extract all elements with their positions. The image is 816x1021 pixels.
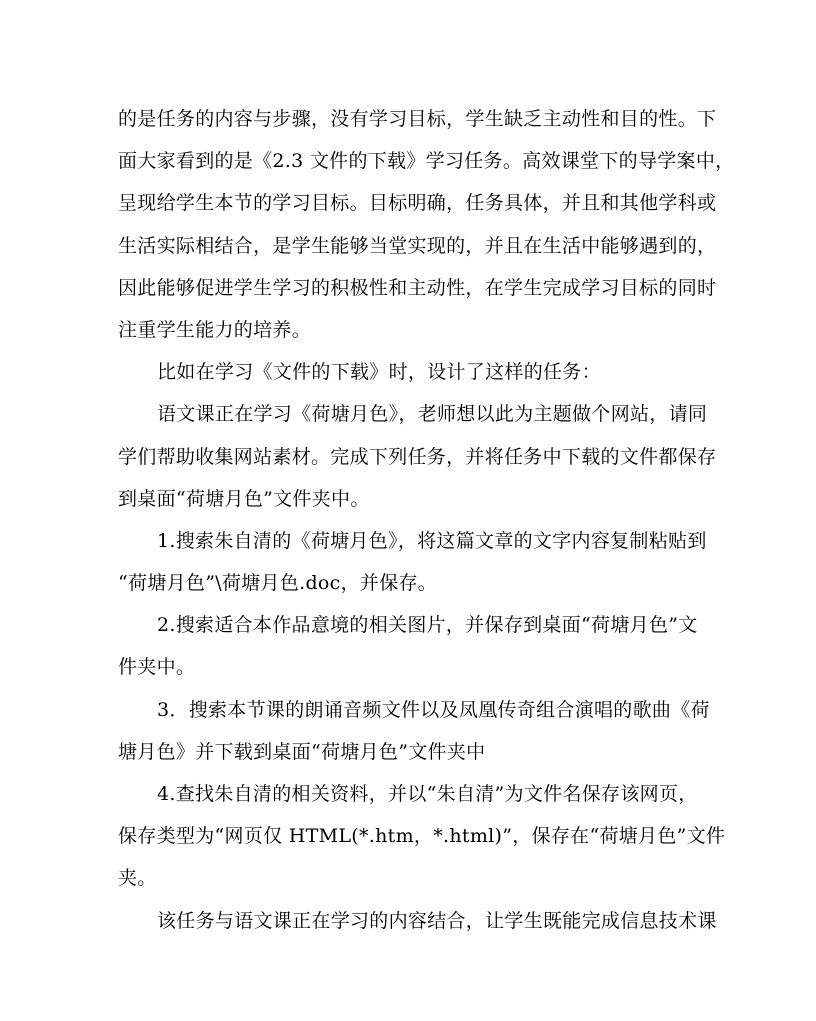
text-line: 因此能够促进学生学习的积极性和主动性，在学生完成学习目标的同时 [118, 276, 717, 299]
text-line: 该任务与语文课正在学习的内容结合，让学生既能完成信息技术课 [157, 909, 717, 932]
text-line: 塘月色》并下载到桌面“荷塘月色”文件夹中 [118, 740, 486, 763]
text-line: 呈现给学生本节的学习目标。目标明确，任务具体，并且和其他学科或 [118, 192, 717, 215]
text-line: 比如在学习《文件的下载》时，设计了这样的任务： [157, 361, 601, 384]
text-line: 语文课正在学习《荷塘月色》，老师想以此为主题做个网站，请同 [157, 403, 708, 426]
document-body [118, 98, 735, 942]
text-line: 3．搜索本节课的朗诵音频文件以及凤凰传奇组合演唱的歌曲《荷 [157, 698, 710, 721]
text-line: 生活实际相结合，是学生能够当堂实现的，并且在生活中能够遇到的， [118, 234, 717, 257]
text-line: 件夹中。 [118, 656, 196, 679]
text-line: 面大家看到的是《2.3 文件的下载》学习任务。高效课堂下的导学案中， [118, 150, 735, 173]
text-line: 学们帮助收集网站素材。完成下列任务，并将任务中下载的文件都保存 [118, 445, 717, 468]
text-line: 夹。 [118, 867, 157, 890]
text-line: 保存类型为“网页仅 HTML(*.htm，*.html)”，保存在“荷塘月色”文件 [118, 825, 726, 848]
text-line: 注重学生能力的培养。 [118, 318, 312, 341]
text-line: 的是任务的内容与步骤，没有学习目标，学生缺乏主动性和目的性。下 [118, 108, 717, 130]
text-line: 到桌面“荷塘月色”文件夹中。 [118, 487, 370, 510]
text-line: 4.查找朱自清的相关资料，并以“朱自清”为文件名保存该网页， [157, 783, 698, 805]
text-line: 2.搜索适合本作品意境的相关图片，并保存到桌面“荷塘月色”文 [157, 614, 698, 637]
text-line: “荷塘月色”\荷塘月色.doc，并保存。 [118, 572, 438, 595]
text-line: 1.搜索朱自清的《荷塘月色》，将这篇文章的文字内容复制粘贴到 [157, 529, 707, 552]
